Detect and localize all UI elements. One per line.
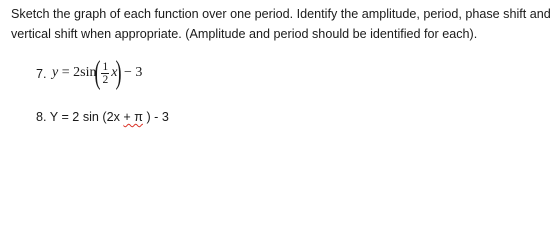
problem-8-spellcheck-flag[interactable]: + π [123, 110, 143, 124]
eq7-fraction [101, 61, 109, 86]
eq7-function: sin [80, 65, 97, 80]
eq7-fraction-denominator: 2 [102, 73, 109, 86]
problem-8-number: 8. [36, 110, 47, 124]
eq7-coefficient: 2 [73, 65, 81, 80]
eq7-left-paren: ( [94, 55, 101, 91]
problem-8-before: Y = 2 sin (2x [46, 110, 124, 124]
instructions-text: Sketch the graph of each function over one period. Identify the amplitude, period, phase shift and vertical shift when appropriate. (Amplitude and period should be identified for each). [11, 7, 551, 41]
eq7-lhs: y [52, 65, 59, 80]
problem-8 [36, 110, 169, 124]
eq7-fraction-numerator: 1 [102, 60, 109, 73]
problem-8-after: ) - 3 [142, 110, 169, 124]
eq7-right-paren: ) [115, 55, 122, 91]
problem-7-number: 7. [36, 67, 47, 81]
eq7-tail: − 3 [120, 65, 143, 80]
problem-7-equation [52, 56, 142, 90]
eq7-variable: x [111, 65, 118, 80]
eq7-equals: = [58, 65, 74, 80]
